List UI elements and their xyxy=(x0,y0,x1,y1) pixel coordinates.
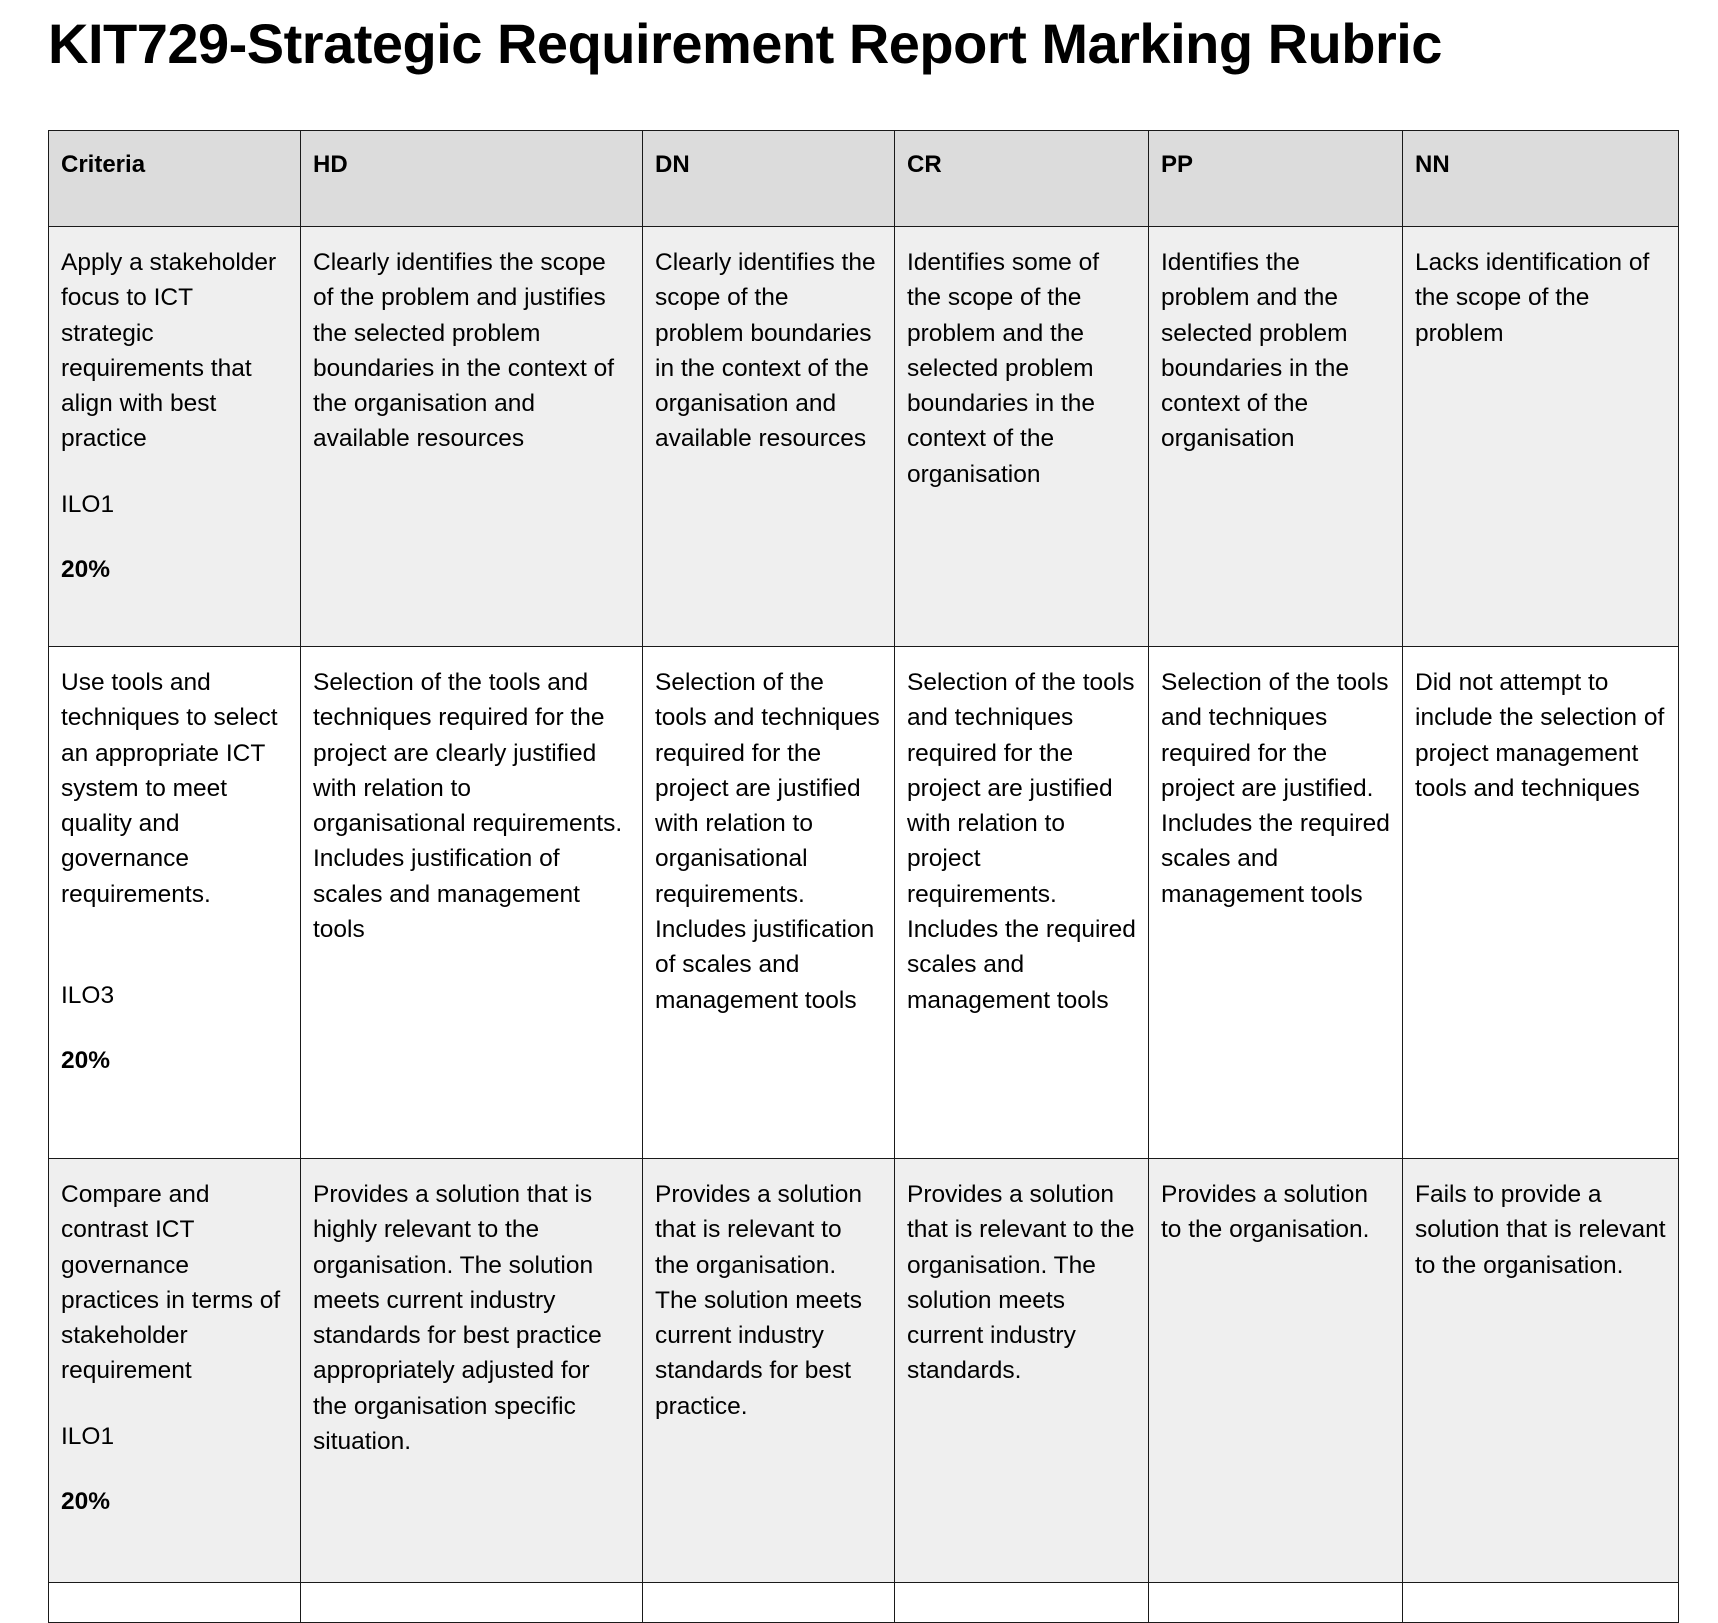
pp-cell: Identifies the problem and the selected problem boundaries in the context of the organisation xyxy=(1149,227,1403,647)
hd-extra-text: Includes justification of scales and management tools xyxy=(313,845,580,944)
ilo-label: ILO1 xyxy=(61,490,115,518)
criteria-cell xyxy=(49,1159,301,1583)
nn-cell: Did not attempt to include the selection of project management tools and techniques xyxy=(1403,647,1679,1159)
empty-cell xyxy=(895,1583,1149,1623)
criteria-text: Use tools and techniques to select an appropriate ICT system to meet quality and governance requirements. xyxy=(61,669,278,908)
header-row xyxy=(49,131,1679,227)
hd-cell: Provides a solution that is highly relevant to the organisation. The solution meets current industry standards for best practice appropriately adjusted for the organisation specific situation. xyxy=(301,1159,643,1583)
nn-cell: Lacks identification of the scope of the problem xyxy=(1403,227,1679,647)
ilo-label: ILO1 xyxy=(61,1422,115,1450)
rubric-table xyxy=(48,130,1679,1623)
weight-label: 20% xyxy=(61,1047,111,1075)
empty-cell xyxy=(1149,1583,1403,1623)
header-hd: HD xyxy=(301,131,643,227)
empty-cell xyxy=(1403,1583,1679,1623)
criteria-cell xyxy=(49,227,301,647)
empty-cell xyxy=(643,1583,895,1623)
dn-cell: Clearly identifies the scope of the problem boundaries in the context of the organisation and available resources xyxy=(643,227,895,647)
table-row xyxy=(49,647,1679,1159)
pp-text: Selection of the tools and techniques required for the project are justified. xyxy=(1161,669,1389,802)
empty-cell xyxy=(49,1583,301,1623)
hd-cell xyxy=(301,647,643,1159)
hd-cell: Clearly identifies the scope of the problem and justifies the selected problem boundaries in the context of the organisation and available resources xyxy=(301,227,643,647)
nn-cell: Fails to provide a solution that is relevant to the organisation. xyxy=(1403,1159,1679,1583)
criteria-cell xyxy=(49,647,301,1159)
header-criteria: Criteria xyxy=(49,131,301,227)
table-row-partial xyxy=(49,1583,1679,1623)
header-pp: PP xyxy=(1149,131,1403,227)
criteria-text: Compare and contrast ICT governance practices in terms of stakeholder requirement xyxy=(61,1181,281,1385)
hd-text: Selection of the tools and techniques required for the project are clearly justified with relation to organisational requirements. xyxy=(313,669,623,838)
ilo-label: ILO3 xyxy=(61,982,115,1010)
pp-cell: Provides a solution to the organisation. xyxy=(1149,1159,1403,1583)
cr-cell: Provides a solution that is relevant to the organisation. The solution meets current industry standards. xyxy=(895,1159,1149,1583)
table-row xyxy=(49,1159,1679,1583)
dn-text: Selection of the tools and techniques required for the project are justified with relation to organisational requirements. xyxy=(655,669,880,908)
table-row xyxy=(49,227,1679,647)
pp-extra-text: Includes the required scales and management tools xyxy=(1161,810,1390,908)
empty-cell xyxy=(301,1583,643,1623)
dn-extra-text: Includes justification of scales and management tools xyxy=(655,916,875,1014)
cr-cell: Identifies some of the scope of the problem and the selected problem boundaries in the context of the organisation xyxy=(895,227,1149,647)
dn-cell: Provides a solution that is relevant to the organisation. The solution meets current industry standards for best practice. xyxy=(643,1159,895,1583)
header-nn: NN xyxy=(1403,131,1679,227)
cr-extra-text: Includes the required scales and management tools xyxy=(907,916,1136,1014)
header-cr: CR xyxy=(895,131,1149,227)
header-dn: DN xyxy=(643,131,895,227)
pp-cell xyxy=(1149,647,1403,1159)
page-title: KIT729-Strategic Requirement Report Marking Rubric xyxy=(48,12,1442,75)
cr-text: Selection of the tools and techniques required for the project are justified with relation to project requirements. xyxy=(907,669,1135,908)
weight-label: 20% xyxy=(61,556,111,584)
dn-cell xyxy=(643,647,895,1159)
cr-cell xyxy=(895,647,1149,1159)
criteria-text: Apply a stakeholder focus to ICT strategic requirements that align with best practice xyxy=(61,249,277,453)
weight-label: 20% xyxy=(61,1488,111,1516)
